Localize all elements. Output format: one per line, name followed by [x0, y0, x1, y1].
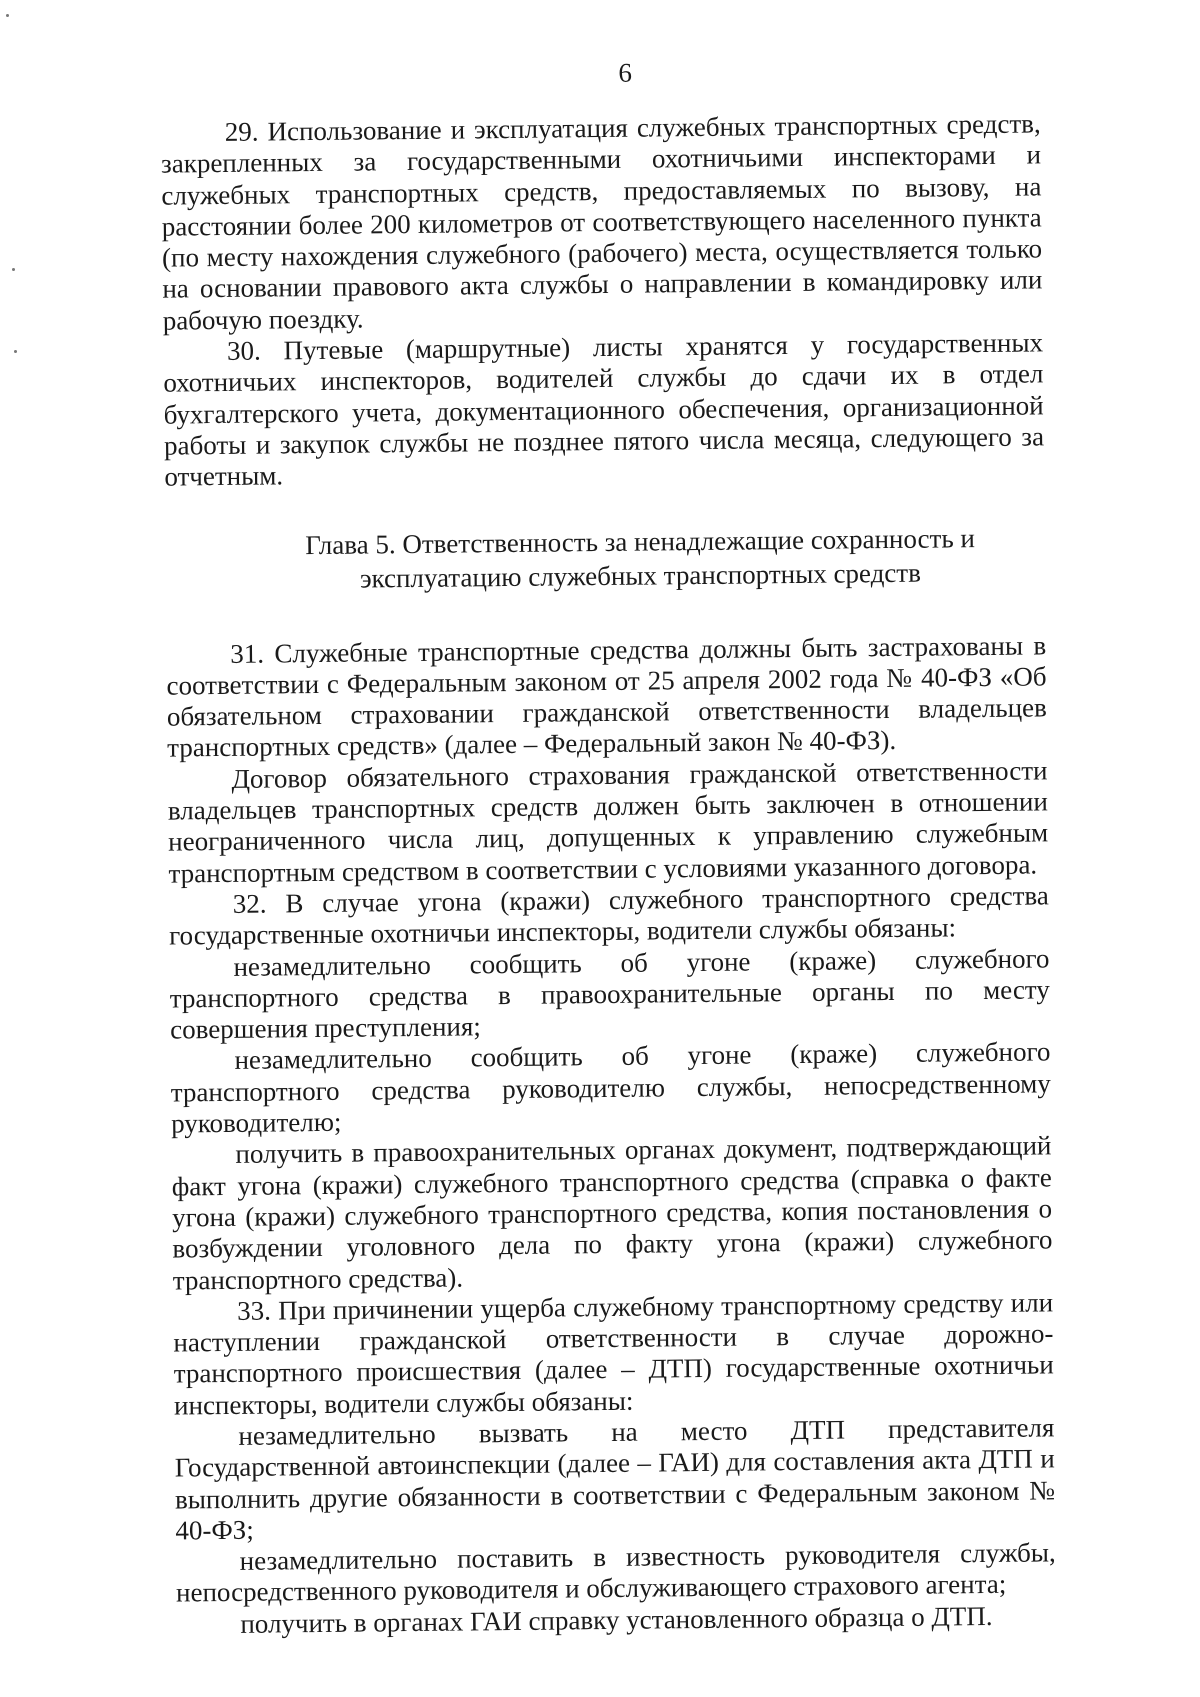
- list-item-notify: незамедлительно поставить в известность руководителя службы, непосредственного руководителя и обслуживающего страхового агента;: [175, 1537, 1056, 1608]
- chapter-heading: [165, 520, 1046, 597]
- list-item-call-gai: незамедлительно вызвать на место ДТП представителя Государственной автоинспекции (далее – ГАИ) для составления акта ДТП и выполнить другие обязанности в соответствии с Федеральным законом № 40-ФЗ;: [174, 1412, 1056, 1546]
- list-item-report-police: незамедлительно сообщить об угоне (краже) служебного транспортного средства в правоохранительные органы по месту совершения преступления;: [169, 942, 1050, 1045]
- scan-speck: [12, 268, 15, 271]
- paragraph-30: 30. Путевые (маршрутные) листы хранятся у государственных охотничьих инспекторов, водителей службы до сдачи их в отдел бухгалтерского учета, документационного обеспечения, организационной работы и закупок службы не позднее пятого числа месяца, следующего за отчетным.: [163, 327, 1045, 492]
- list-item-get-certificate: получить в органах ГАИ справку установленного образца о ДТП.: [240, 1600, 993, 1639]
- paragraph-31: 31. Служебные транспортные средства должны быть застрахованы в соответствии с Федеральным законом от 25 апреля 2002 года № 40-ФЗ «Об обязательном страховании гражданской ответственности владельцев транспортных средств» (далее – Федеральный закон № 40-ФЗ).: [166, 629, 1047, 764]
- paragraph-insurance-contract: Договор обязательного страхования гражданской ответственности владельцев транспортных средств должен быть заключен в отношении неограниченного числа лиц, допущенных к управлению служебным транспортным средством в соответствии с условиями указанного договора.: [167, 755, 1049, 889]
- paragraph-33: 33. При причинении ущерба служебному транспортному средству или наступлении гражданской ответственности в случае дорожно-транспортного происшествия (далее – ДТП) государственные охотничьи инспекторы, водители службы обязаны:: [173, 1287, 1054, 1421]
- scan-speck: [6, 14, 9, 17]
- chapter-heading-line-2: эксплуатацию служебных транспортных средств: [359, 557, 922, 594]
- list-item-get-document: получить в правоохранительных органах документ, подтверждающий факт угона (кражи) служебного транспортного средства (справка о факте угона (кражи) служебного транспортного средства, копия постановления о возбуждении уголовного дела по факту угона (кражи) служебного транспортного средства).: [171, 1130, 1053, 1296]
- paragraph-29: 29. Использование и эксплуатация служебных транспортных средств, закрепленных за государственными охотничьими инспекторами и служебных транспортных средств, предоставляемых по вызову, на расстоянии более 200 километров от соответствующего населенного пункта (по месту нахождения служебного (рабочего) места, осуществляется только на основании правового акта службы о направлении в командировку или рабочую поездку.: [160, 108, 1043, 336]
- chapter-heading-line-1: Глава 5. Ответственность за ненадлежащие сохранность и: [305, 522, 976, 560]
- paragraph-32: 32. В случае угона (кражи) служебного транспортного средства государственные охотничьи инспекторы, водители службы обязаны:: [169, 880, 1049, 951]
- scan-speck: [14, 350, 17, 353]
- document-page: [160, 53, 1056, 1640]
- page-number: 6: [618, 57, 633, 88]
- list-item-report-manager: незамедлительно сообщить об угоне (краже) служебного транспортного средства руководителю службы, непосредственному руководителю;: [170, 1036, 1051, 1139]
